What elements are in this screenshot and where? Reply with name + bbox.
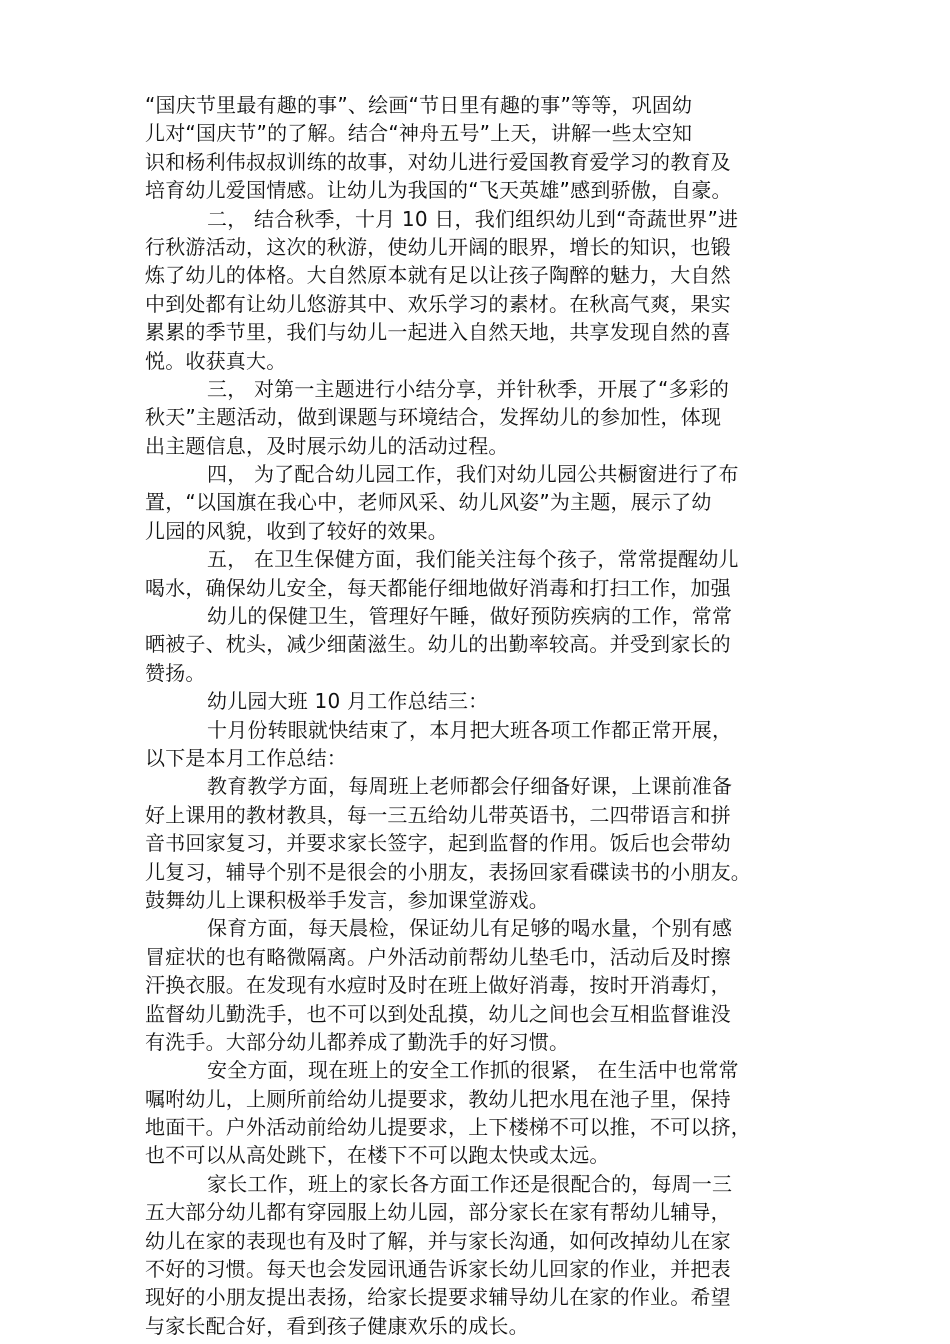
text-line: 幼儿的保健卫生，管理好午睡，做好预防疾病的工作，常常: [207, 604, 733, 629]
text-line: 秋天”主题活动，做到课题与环境结合，发挥幼儿的参加性，体现: [145, 405, 722, 430]
text-line: 不好的习惯。每天也会发园讯通告诉家长幼儿回家的作业，并把表: [145, 1257, 731, 1282]
text-line: 赞扬。: [145, 660, 206, 685]
text-line: 监督幼儿勤洗手，也不可以到处乱摸，幼儿之间也会互相监督谁没: [145, 1001, 731, 1026]
text-line: 有洗手。大部分幼儿都养成了勤洗手的好习惯。: [145, 1029, 570, 1054]
text-line: “国庆节里最有趣的事”、绘画“节日里有趣的事”等等，巩固幼: [145, 93, 693, 117]
text-line: 汗换衣服。在发现有水痘时及时在班上做好消毒，按时开消毒灯，: [145, 973, 731, 998]
text-line: 儿复习，辅导个别不是很会的小朋友，表扬回家看碟读书的小朋友。: [145, 859, 751, 884]
text-line: 保育方面，每天晨检，保证幼儿有足够的喝水量，个别有感: [207, 916, 733, 941]
text-line: 累累的季节里，我们与幼儿一起进入自然天地，共享发现自然的喜: [145, 320, 731, 345]
text-line: 嘱咐幼儿，上厕所前给幼儿提要求，教幼儿把水甩在池子里，保持: [145, 1086, 731, 1111]
text-line: 好上课用的教材教具，每一三五给幼儿带英语书，二四带语言和拼: [145, 802, 731, 827]
text-line: 五， 在卫生保健方面，我们能关注每个孩子，常常提醒幼儿: [207, 547, 739, 572]
text-line: 识和杨利伟叔叔训练的故事，对幼儿进行爱国教育爱学习的教育及: [145, 149, 731, 174]
text-line: 与家长配合好，看到孩子健康欢乐的成长。: [145, 1313, 529, 1338]
text-line: 四， 为了配合幼儿园工作，我们对幼儿园公共橱窗进行了布: [207, 462, 739, 487]
text-line: 教育教学方面，每周班上老师都会仔细备好课，上课前准备: [207, 774, 733, 799]
text-line: 幼儿在家的表现也有及时了解，并与家长沟通，如何改掉幼儿在家: [145, 1228, 731, 1253]
text-line: 喝水，确保幼儿安全，每天都能仔细地做好消毒和打扫工作，加强: [145, 575, 731, 600]
text-line: 幼儿园大班 10 月工作总结三：: [207, 689, 489, 714]
text-line: 安全方面，现在班上的安全工作抓的很紧， 在生活中也常常: [207, 1058, 739, 1083]
text-line: 家长工作，班上的家长各方面工作还是很配合的，每周一三: [207, 1171, 733, 1196]
text-line: 五大部分幼儿都有穿园服上幼儿园，部分家长在家有帮幼儿辅导，: [145, 1200, 731, 1225]
text-line: 二， 结合秋季，十月 10 日，我们组织幼儿到“奇蔬世界”进: [207, 206, 739, 231]
text-line: 鼓舞幼儿上课积极举手发言，参加课堂游戏。: [145, 887, 549, 912]
text-line: 音书回家复习，并要求家长签字，起到监督的作用。饭后也会带幼: [145, 831, 731, 856]
text-line: 中到处都有让幼儿悠游其中、欢乐学习的素材。在秋高气爽，果实: [145, 291, 731, 316]
text-line: 十月份转眼就快结束了，本月把大班各项工作都正常开展，: [207, 717, 733, 742]
text-line: 悦。收获真大。: [145, 348, 287, 373]
text-line: 置，“以国旗在我心中，老师风采、幼儿风姿”为主题，展示了幼: [145, 490, 712, 515]
text-line: 儿园的风貌，收到了较好的效果。: [145, 518, 448, 543]
text-line: 行秋游活动，这次的秋游，使幼儿开阔的眼界，增长的知识，也锻: [145, 234, 731, 259]
text-line: 以下是本月工作总结：: [145, 745, 347, 770]
text-line: 也不可以从高处跳下，在楼下不可以跑太快或太远。: [145, 1143, 610, 1168]
text-line: 现好的小朋友提出表扬，给家长提要求辅导幼儿在家的作业。希望: [145, 1285, 731, 1310]
text-line: 晒被子、枕头，减少细菌滋生。幼儿的出勤率较高。并受到家长的: [145, 632, 731, 657]
text-line: 冒症状的也有略微隔离。户外活动前帮幼儿垫毛巾，活动后及时擦: [145, 944, 731, 969]
text-line: 出主题信息，及时展示幼儿的活动过程。: [145, 433, 509, 458]
text-line: 地面干。户外活动前给幼儿提要求，上下楼梯不可以推，不可以挤，: [145, 1115, 751, 1140]
text-line: 培育幼儿爱国情感。让幼儿为我国的“飞天英雄”感到骄傲，自豪。: [145, 178, 732, 203]
text-line: 三， 对第一主题进行小结分享，并针秋季，开展了“多彩的: [207, 376, 730, 401]
text-line: 儿对“国庆节”的了解。结合“神舟五号”上天，讲解一些太空知: [145, 121, 693, 146]
document-body: [145, 91, 825, 1340]
text-line: 炼了幼儿的体格。大自然原本就有足以让孩子陶醉的魅力，大自然: [145, 263, 731, 288]
